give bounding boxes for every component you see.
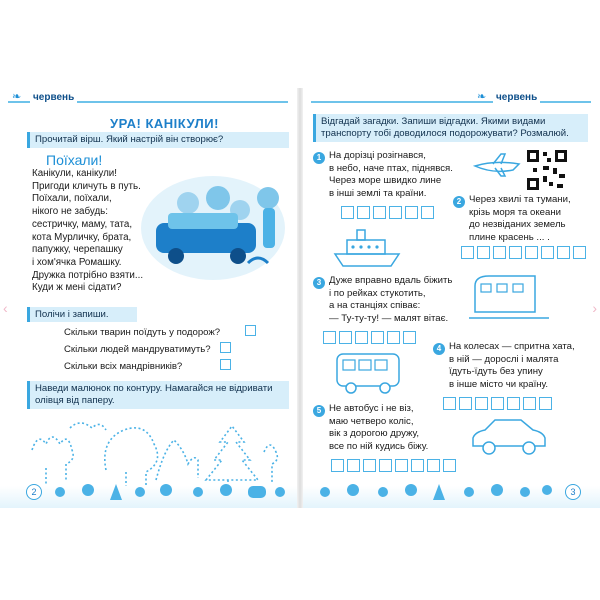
answer-cell[interactable] [491, 397, 504, 410]
train-illustration [469, 272, 549, 322]
footer-animals-illustration [313, 480, 553, 502]
riddle-line: плине красень ... . [469, 231, 550, 243]
footer-animals-illustration [50, 480, 290, 502]
poem-line: папужку, черепашку [32, 244, 123, 256]
ship-illustration [331, 224, 403, 270]
count-instruction-bar: Полічи і запиши. [27, 307, 137, 322]
answer-cell[interactable] [525, 246, 538, 259]
answer-cells-1[interactable] [341, 206, 434, 219]
poem-line: Поїхали, поїхали, [32, 193, 112, 205]
riddle-line: все по ній кудись біжу. [329, 440, 429, 452]
answer-cell[interactable] [341, 206, 354, 219]
poem-line: кота Мурличку, брата, [32, 231, 132, 243]
answer-cells-3[interactable] [323, 331, 416, 344]
riddle-line: На колесах — спритна хата, [449, 341, 575, 352]
answer-cells-4[interactable] [443, 397, 552, 410]
page-title: УРА! КАНІКУЛИ! [110, 116, 219, 131]
answer-cell[interactable] [461, 246, 474, 259]
answer-box-total[interactable] [220, 359, 231, 370]
answer-cell[interactable] [411, 459, 424, 472]
answer-cell[interactable] [379, 459, 392, 472]
riddle-5 [329, 403, 428, 453]
month-label: червень [493, 92, 540, 103]
answer-cell[interactable] [405, 206, 418, 219]
riddle-line: в інші землі та країни. [329, 187, 427, 199]
answer-cell[interactable] [493, 246, 506, 259]
page-number: 3 [565, 484, 581, 500]
answer-cell[interactable] [389, 206, 402, 219]
riddle-line: Не автобус і не віз, [329, 403, 414, 414]
riddle-4 [449, 341, 575, 391]
riddle-1 [329, 150, 453, 200]
riddle-3 [329, 275, 452, 325]
header-line [311, 101, 591, 103]
poem-line: Дружка потрібно взяти... [32, 269, 144, 281]
answer-cell[interactable] [523, 397, 536, 410]
answer-cell[interactable] [395, 459, 408, 472]
airplane-illustration [471, 150, 523, 180]
answer-cell[interactable] [427, 459, 440, 472]
tracing-drawing[interactable] [28, 410, 290, 488]
answer-cell[interactable] [557, 246, 570, 259]
riddle-line: — Ту-ту-ту! — малят вітає. [329, 312, 449, 324]
answer-cell[interactable] [459, 397, 472, 410]
page-number: 2 [26, 484, 42, 500]
answer-cell[interactable] [357, 206, 370, 219]
answer-cell[interactable] [387, 331, 400, 344]
poem-title: Поїхали! [46, 152, 103, 168]
answer-cell[interactable] [539, 397, 552, 410]
answer-box-animals[interactable] [245, 325, 256, 336]
answer-cell[interactable] [443, 397, 456, 410]
poem-line: Куди ж мені сідати? [32, 282, 122, 294]
riddle-number-5: 5 [313, 405, 325, 417]
poem-line: Пригоди кличуть в путь. [32, 180, 141, 192]
bus-illustration [333, 350, 405, 396]
poem-line: нікого не забудь: [32, 206, 108, 218]
answer-cell[interactable] [339, 331, 352, 344]
answer-cell[interactable] [323, 331, 336, 344]
riddle-line: маю четверо коліс, [329, 415, 414, 427]
poem-line: Канікули, канікули! [32, 168, 117, 179]
answer-cell[interactable] [475, 397, 488, 410]
task-instruction-bar: Відгадай загадки. Запиши відгадки. Якими видами транспорту тобі доводилося подорожувати? Розмалюй. [313, 114, 588, 142]
riddle-number-4: 4 [433, 343, 445, 355]
question-total: Скільки всіх мандрівників? [64, 361, 183, 372]
poem-line: і хом'ячка Ромашку. [32, 256, 122, 268]
question-animals: Скільки тварин поїдуть у подорож? [64, 327, 221, 338]
answer-cell[interactable] [371, 331, 384, 344]
answer-cell[interactable] [363, 459, 376, 472]
answer-cell[interactable] [507, 397, 520, 410]
answer-box-people[interactable] [220, 342, 231, 353]
family-car-illustration [138, 168, 288, 288]
answer-cell[interactable] [403, 331, 416, 344]
riddle-number-3: 3 [313, 277, 325, 289]
answer-cells-5[interactable] [331, 459, 456, 472]
answer-cell[interactable] [331, 459, 344, 472]
answer-cell[interactable] [509, 246, 522, 259]
instruction-bar: Прочитай вірш. Який настрій він створює? [27, 132, 289, 148]
next-page-arrow-icon[interactable]: › [592, 300, 597, 316]
riddle-line: в ній — дорослі і малята [449, 353, 559, 365]
answer-cell[interactable] [541, 246, 554, 259]
riddle-line: Дуже вправно вдаль біжить [329, 275, 453, 286]
answer-cell[interactable] [355, 331, 368, 344]
answer-cell[interactable] [421, 206, 434, 219]
riddle-line: в небо, наче птах, піднявся. [329, 162, 453, 174]
car-illustration [469, 416, 549, 458]
answer-cells-2[interactable] [461, 246, 586, 259]
answer-cell[interactable] [573, 246, 586, 259]
riddle-line: вік з дорогою дружу, [329, 428, 420, 439]
riddle-line: На дорізці розігнався, [329, 150, 426, 161]
poem [32, 168, 143, 295]
answer-cell[interactable] [373, 206, 386, 219]
answer-cell[interactable] [347, 459, 360, 472]
right-page [303, 88, 600, 508]
qr-code[interactable] [525, 148, 569, 192]
question-people: Скільки людей мандруватимуть? [64, 344, 211, 355]
left-page [0, 88, 297, 508]
month-label: червень [30, 92, 77, 103]
answer-cell[interactable] [443, 459, 456, 472]
riddle-line: крізь моря та океани [469, 206, 562, 218]
bird-icon: ❧ [477, 91, 487, 103]
riddle-line: і по рейках стукотить, [329, 287, 426, 299]
answer-cell[interactable] [477, 246, 490, 259]
riddle-line: Через хвилі та тумани, [469, 194, 571, 205]
prev-page-arrow-icon[interactable]: ‹ [3, 300, 8, 316]
poem-line: сестричку, маму, тата, [32, 218, 133, 230]
drawing-instruction-bar: Наведи малюнок по контуру. Намагайся не відривати олівця від паперу. [27, 381, 289, 409]
riddle-line: Через море швидко лине [329, 175, 442, 186]
riddle-line: в інше місто чи країну. [449, 378, 549, 390]
riddle-number-1: 1 [313, 152, 325, 164]
riddle-2 [469, 194, 571, 244]
riddle-line: а на станціях співає: [329, 300, 421, 311]
riddle-number-2: 2 [453, 196, 465, 208]
riddle-line: до незвіданих земель [469, 219, 566, 230]
riddle-line: їдуть-їдуть без упину [449, 366, 543, 377]
bird-icon: ❧ [12, 91, 22, 103]
